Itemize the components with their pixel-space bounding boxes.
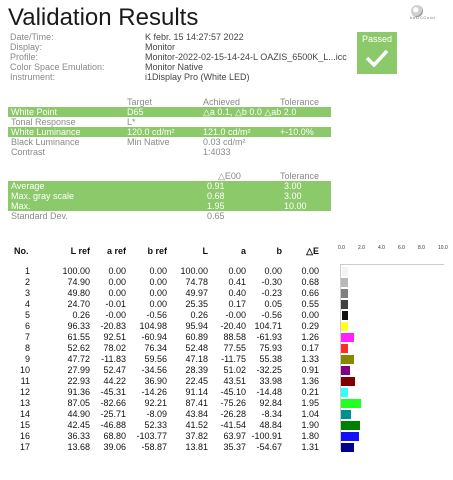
scale-tick-label: 0.0 — [338, 245, 345, 251]
table-cell: 24.70 — [67, 299, 90, 309]
table-cell: 100.00 — [180, 266, 208, 276]
table-cell: -41.54 — [220, 420, 246, 430]
table-cell: 12 — [19, 387, 30, 397]
table-cell: 1.31 — [301, 442, 319, 452]
table-cell: 17 — [19, 442, 30, 452]
table-cell: 55.38 — [259, 354, 282, 364]
header-target: Target — [127, 97, 153, 107]
column-header: b ref — [147, 246, 167, 256]
table-cell: 1.80 — [301, 431, 319, 441]
de-bar — [341, 322, 347, 331]
header-tolerance-stats: Tolerance — [280, 171, 320, 181]
table-row — [0, 442, 330, 453]
table-cell: 0.00 — [301, 266, 319, 276]
table-cell: -46.88 — [100, 420, 126, 430]
table-cell: 1.04 — [301, 409, 319, 419]
table-cell: 3 — [24, 288, 30, 298]
table-cell: 1.36 — [301, 376, 319, 386]
summary-label: White Point — [11, 107, 58, 117]
table-cell: 22.45 — [185, 376, 208, 386]
table-cell: 51.02 — [223, 365, 246, 375]
table-cell: -82.66 — [100, 398, 126, 408]
table-cell: -0.56 — [261, 310, 282, 320]
table-cell: 36.33 — [67, 431, 90, 441]
table-cell: -0.01 — [105, 299, 126, 309]
logo-text: basICColor — [409, 15, 436, 20]
table-cell: -45.10 — [220, 387, 246, 397]
table-row — [0, 321, 330, 332]
table-cell: 6 — [24, 321, 30, 331]
table-cell: 0.55 — [301, 299, 319, 309]
stats-value: 1.95 — [207, 201, 225, 211]
summary-row — [8, 137, 331, 147]
table-cell: 0.00 — [301, 310, 319, 320]
table-cell: -58.87 — [141, 442, 167, 452]
table-cell: 1.90 — [301, 420, 319, 430]
stats-value: 0.91 — [207, 181, 225, 191]
summary-achieved: 1:4033 — [203, 147, 231, 157]
table-row — [0, 288, 330, 299]
column-header: a — [240, 246, 246, 256]
table-cell: -103.77 — [136, 431, 167, 441]
passed-badge — [357, 32, 397, 74]
table-cell: 0.00 — [149, 288, 167, 298]
table-cell: 22.93 — [67, 376, 90, 386]
de-bar — [341, 278, 348, 287]
summary-achieved: 0.03 cd/m² — [203, 137, 246, 147]
table-cell: 52.33 — [144, 420, 167, 430]
table-row — [0, 343, 330, 354]
de-bar — [341, 344, 347, 353]
passed-label: Passed — [361, 34, 393, 44]
summary-label: Black Luminance — [11, 137, 80, 147]
stats-row — [8, 191, 331, 201]
stats-label: Max. gray scale — [11, 191, 75, 201]
table-cell: 0.66 — [301, 288, 319, 298]
table-cell: -8.34 — [261, 409, 282, 419]
table-cell: 52.62 — [67, 343, 90, 353]
table-cell: -14.26 — [141, 387, 167, 397]
table-cell: -11.83 — [101, 354, 126, 364]
header-de00: △E00 — [218, 171, 241, 181]
table-cell: 5 — [24, 310, 30, 320]
table-cell: -0.00 — [105, 310, 126, 320]
table-cell: -32.25 — [256, 365, 282, 375]
color-swatch — [342, 311, 348, 320]
table-cell: 37.82 — [185, 431, 208, 441]
table-cell: 39.06 — [103, 442, 126, 452]
table-cell: 8 — [24, 343, 30, 353]
table-cell: 77.55 — [223, 343, 246, 353]
table-cell: 0.17 — [228, 299, 246, 309]
info-label-profile: Profile: — [10, 52, 39, 62]
table-cell: 74.78 — [185, 277, 208, 287]
table-cell: 43.51 — [223, 376, 246, 386]
table-cell: -14.48 — [256, 387, 282, 397]
de-bar — [341, 443, 354, 452]
table-cell: 36.90 — [144, 376, 167, 386]
summary-row — [8, 117, 331, 127]
column-header: a ref — [106, 246, 126, 256]
header-achieved: Achieved — [203, 97, 241, 107]
table-cell: 15 — [19, 420, 30, 430]
table-cell: 28.39 — [185, 365, 208, 375]
summary-target: L* — [127, 117, 136, 127]
table-cell: 78.02 — [103, 343, 126, 353]
stats-row — [8, 181, 331, 191]
table-cell: 92.51 — [103, 332, 126, 342]
stats-row — [8, 211, 331, 221]
stats-value: 0.68 — [207, 191, 225, 201]
table-cell: 0.21 — [301, 387, 319, 397]
info-value-display: Monitor — [145, 42, 176, 52]
table-cell: -0.00 — [225, 310, 246, 320]
summary-label: Contrast — [11, 147, 46, 157]
table-cell: 48.84 — [259, 420, 282, 430]
table-cell: 76.34 — [144, 343, 167, 353]
table-cell: 96.33 — [67, 321, 90, 331]
info-label-instrument: Instrument: — [10, 72, 56, 82]
info-value-profile: Monitor-2022-02-15-14-24-L OAZIS_6500K_L...icc — [145, 52, 347, 62]
brand-logo — [398, 5, 448, 19]
table-cell: -26.28 — [220, 409, 246, 419]
table-cell: 16 — [19, 431, 30, 441]
table-cell: -54.67 — [256, 442, 282, 452]
table-cell: 10 — [19, 365, 30, 375]
color-swatch — [342, 267, 348, 276]
table-cell: 44.22 — [103, 376, 126, 386]
table-cell: -34.56 — [141, 365, 167, 375]
table-cell: -45.31 — [100, 387, 126, 397]
table-cell: 0.00 — [149, 277, 167, 287]
table-cell: 13.81 — [185, 442, 208, 452]
table-cell: -61.93 — [256, 332, 282, 342]
table-cell: 2 — [24, 277, 30, 287]
table-cell: 95.94 — [185, 321, 208, 331]
de-bar — [341, 366, 350, 375]
table-cell: -60.94 — [141, 332, 167, 342]
table-row — [0, 277, 330, 288]
table-row — [0, 398, 330, 409]
info-value-instrument: i1Display Pro (White LED) — [145, 72, 250, 82]
stats-tolerance: 3.00 — [284, 181, 302, 191]
table-cell: 13 — [19, 398, 30, 408]
table-cell: 25.35 — [185, 299, 208, 309]
de-bar — [341, 421, 360, 430]
table-cell: 59.56 — [144, 354, 167, 364]
info-values — [145, 32, 347, 82]
column-header: △E — [306, 246, 319, 256]
table-row — [0, 332, 330, 343]
table-row — [0, 354, 330, 365]
table-cell: 0.26 — [190, 310, 208, 320]
page-title: Validation Results — [8, 4, 199, 31]
table-cell: 1.26 — [301, 332, 319, 342]
table-cell: 0.00 — [108, 266, 126, 276]
table-row — [0, 387, 330, 398]
table-cell: 52.48 — [185, 343, 208, 353]
summary-tolerance: +-10.0% — [280, 127, 314, 137]
scale-tick-label: 8.0 — [418, 245, 425, 251]
stats-label: Average — [11, 181, 45, 191]
column-header: No. — [14, 246, 29, 256]
table-cell: -20.83 — [100, 321, 126, 331]
table-cell: 4 — [24, 299, 30, 309]
table-row — [0, 266, 330, 277]
table-cell: 104.98 — [139, 321, 167, 331]
table-cell: -0.23 — [261, 288, 282, 298]
de-bar — [341, 355, 354, 364]
table-cell: 0.68 — [301, 277, 319, 287]
column-header: L — [202, 246, 208, 256]
table-cell: 0.91 — [301, 365, 319, 375]
summary-achieved: 121.0 cd/m² — [203, 127, 251, 137]
table-cell: 0.00 — [108, 288, 126, 298]
table-row — [0, 365, 330, 376]
checkmark-icon — [365, 49, 389, 67]
summary-row — [8, 107, 331, 117]
info-value-emulation: Monitor Native — [145, 62, 204, 72]
de-bar — [341, 432, 359, 441]
stats-tolerance: 10.00 — [284, 201, 307, 211]
summary-label: Tonal Response — [11, 117, 76, 127]
table-cell: 75.93 — [259, 343, 282, 353]
table-cell: 60.89 — [185, 332, 208, 342]
table-cell: 0.41 — [228, 277, 246, 287]
table-cell: 61.55 — [67, 332, 90, 342]
summary-target: 120.0 cd/m² — [127, 127, 175, 137]
table-cell: 47.72 — [67, 354, 90, 364]
table-cell: 92.21 — [144, 398, 167, 408]
table-cell: 13.68 — [67, 442, 90, 452]
de-bar — [341, 377, 355, 386]
table-cell: 0.17 — [301, 343, 319, 353]
table-cell: 68.80 — [103, 431, 126, 441]
info-value-datetime: K febr. 15 14:27:57 2022 — [145, 32, 244, 42]
table-cell: 0.00 — [149, 266, 167, 276]
table-cell: 33.98 — [259, 376, 282, 386]
table-cell: -100.91 — [251, 431, 282, 441]
table-cell: -20.40 — [220, 321, 246, 331]
stats-value: 0.65 — [207, 211, 225, 221]
table-cell: 11 — [20, 376, 30, 386]
table-cell: 91.36 — [67, 387, 90, 397]
table-cell: 88.58 — [223, 332, 246, 342]
table-cell: 41.52 — [185, 420, 208, 430]
table-cell: -0.56 — [146, 310, 167, 320]
table-cell: 0.29 — [301, 321, 319, 331]
table-cell: 74.90 — [67, 277, 90, 287]
scale-tick-label: 10.0 — [438, 245, 448, 251]
table-cell: 42.45 — [67, 420, 90, 430]
table-cell: 1.33 — [301, 354, 319, 364]
table-cell: 0.00 — [228, 266, 246, 276]
table-row — [0, 431, 330, 442]
table-cell: 0.00 — [108, 277, 126, 287]
table-cell: 47.18 — [185, 354, 208, 364]
column-header: L ref — [70, 246, 90, 256]
table-cell: -8.09 — [146, 409, 167, 419]
summary-target: D65 — [127, 107, 144, 117]
table-cell: 49.97 — [185, 288, 208, 298]
table-row — [0, 420, 330, 431]
table-cell: 9 — [24, 354, 30, 364]
scale-tick-label: 4.0 — [378, 245, 385, 251]
scale-tick-label: 6.0 — [398, 245, 405, 251]
table-cell: 0.00 — [149, 299, 167, 309]
table-cell: 92.84 — [259, 398, 282, 408]
de-bar — [341, 410, 351, 419]
info-label-display: Display: — [10, 42, 43, 52]
summary-row — [8, 147, 331, 157]
stats-row — [8, 201, 331, 211]
table-cell: -75.26 — [220, 398, 246, 408]
scale-axis-line — [340, 264, 444, 265]
table-cell: 87.41 — [185, 398, 208, 408]
summary-target: Min Native — [127, 137, 170, 147]
table-cell: 44.90 — [67, 409, 90, 419]
de-bar — [341, 289, 348, 298]
table-cell: 100.00 — [62, 266, 90, 276]
summary-row — [8, 127, 331, 137]
table-cell: 27.99 — [67, 365, 90, 375]
table-cell: 0.00 — [264, 266, 282, 276]
stats-tolerance: 3.00 — [284, 191, 302, 201]
table-cell: 0.26 — [72, 310, 90, 320]
table-cell: 35.37 — [223, 442, 246, 452]
table-cell: 49.80 — [67, 288, 90, 298]
de-bar — [341, 333, 354, 342]
table-row — [0, 299, 330, 310]
table-cell: 91.14 — [185, 387, 208, 397]
table-cell: 63.97 — [223, 431, 246, 441]
table-cell: -25.71 — [100, 409, 126, 419]
table-row — [0, 310, 330, 321]
scale-tick-label: 2.0 — [358, 245, 365, 251]
table-row — [0, 409, 330, 420]
table-cell: 1 — [24, 266, 30, 276]
table-cell: 0.05 — [264, 299, 282, 309]
table-cell: 7 — [24, 332, 30, 342]
summary-label: White Luminance — [11, 127, 81, 137]
stats-label: Max. — [11, 201, 31, 211]
table-cell: 43.84 — [185, 409, 208, 419]
info-labels — [10, 32, 105, 82]
de-bar — [341, 388, 347, 397]
table-cell: 52.47 — [103, 365, 126, 375]
table-cell: 87.05 — [67, 398, 90, 408]
table-cell: 1.95 — [301, 398, 319, 408]
de-bar — [341, 300, 347, 309]
table-cell: 14 — [19, 409, 30, 419]
table-cell: 0.40 — [228, 288, 246, 298]
info-label-datetime: Date/Time: — [10, 32, 54, 42]
table-cell: 104.71 — [254, 321, 282, 331]
column-header: b — [276, 246, 282, 256]
table-cell: -0.30 — [261, 277, 282, 287]
table-cell: -11.75 — [221, 354, 246, 364]
stats-label: Standard Dev. — [11, 211, 68, 221]
summary-achieved: △a 0.1, △b 0.0 △ab 2.0 — [203, 107, 297, 117]
info-label-emulation: Color Space Emulation: — [10, 62, 105, 72]
header-tolerance: Tolerance — [280, 97, 320, 107]
de-bar — [341, 399, 361, 408]
table-row — [0, 376, 330, 387]
de-scale — [338, 245, 448, 255]
